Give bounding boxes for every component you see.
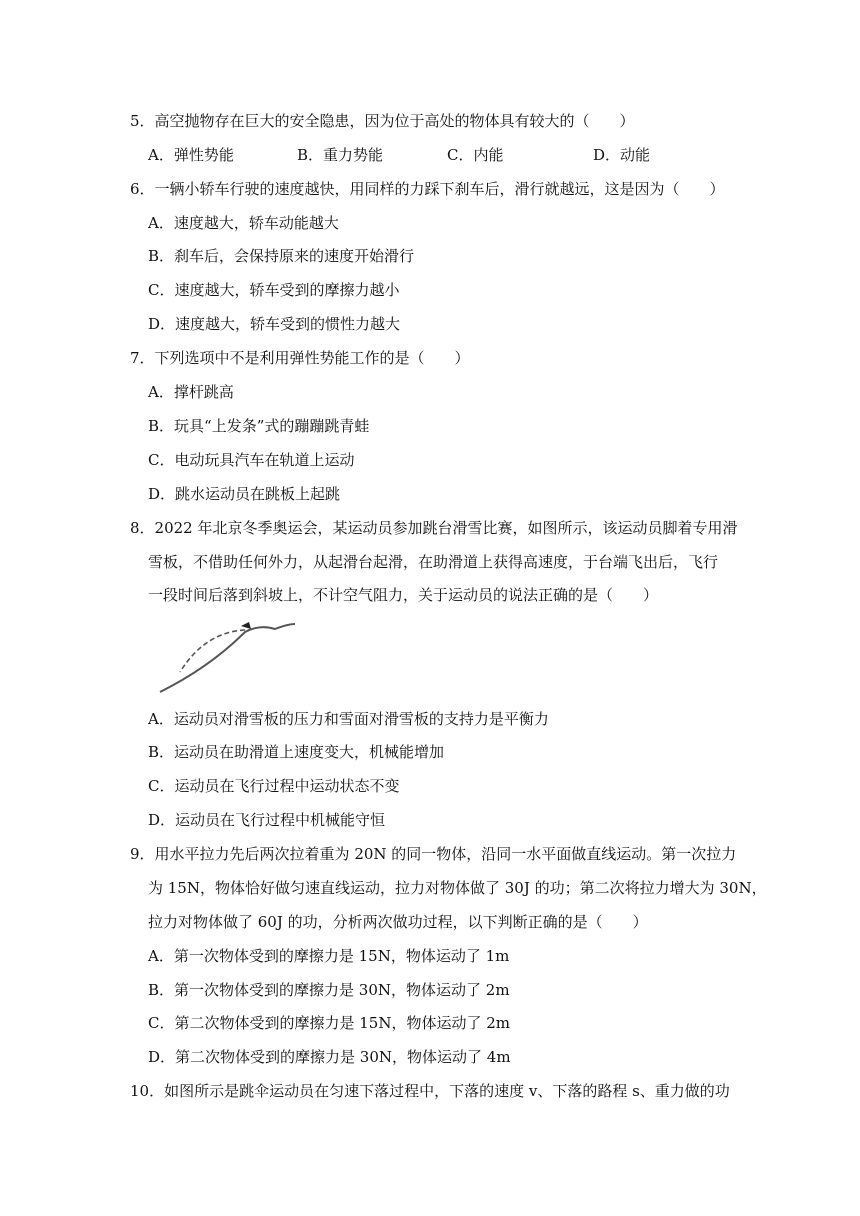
question-9-option-b[interactable]: B．第一次物体受到的摩擦力是 30N，物体运动了 2m — [148, 981, 510, 999]
question-8-stem-line-3: 一段时间后落到斜坡上，不计空气阻力，关于运动员的说法正确的是（ ） — [148, 586, 659, 604]
ski-jump-figure — [150, 612, 310, 702]
jumper-marker — [241, 622, 251, 629]
slope-line — [160, 624, 295, 692]
question-7-stem: 7．下列选项中不是利用弹性势能工作的是（ ） — [130, 349, 470, 367]
question-8-stem-line-2: 雪板，不借助任何外力，从起滑台起滑，在助滑道上获得高速度，于台端飞出后，飞行 — [148, 553, 719, 571]
question-7-option-a[interactable]: A．撑杆跳高 — [148, 383, 234, 401]
question-9-option-d[interactable]: D．第二次物体受到的摩擦力是 30N，物体运动了 4m — [148, 1048, 511, 1066]
question-6-option-a[interactable]: A．速度越大，轿车动能越大 — [148, 214, 339, 232]
question-9-stem-line-1: 9．用水平拉力先后两次拉着重为 20N 的同一物体，沿同一水平面做直线运动。第一次拉力 — [130, 845, 737, 863]
question-8-stem-line-1: 8．2022 年北京冬季奥运会，某运动员参加跳台滑雪比赛，如图所示，该运动员脚着专用滑 — [130, 519, 738, 537]
question-7-option-b[interactable]: B．玩具“上发条”式的蹦蹦跳青蛙 — [148, 417, 370, 435]
question-5-option-d[interactable]: D．动能 — [593, 146, 651, 164]
question-9-option-c[interactable]: C．第二次物体受到的摩擦力是 15N，物体运动了 2m — [148, 1014, 510, 1032]
question-8-option-a[interactable]: A．运动员对滑雪板的压力和雪面对滑雪板的支持力是平衡力 — [148, 710, 549, 728]
question-8-option-b[interactable]: B．运动员在助滑道上速度变大，机械能增加 — [148, 743, 445, 761]
question-8-option-c[interactable]: C．运动员在飞行过程中运动状态不变 — [148, 777, 400, 795]
question-6-option-b[interactable]: B．刹车后，会保持原来的速度开始滑行 — [148, 247, 415, 265]
question-6-option-c[interactable]: C．速度越大，轿车受到的摩擦力越小 — [148, 281, 400, 299]
question-6-option-d[interactable]: D．速度越大，轿车受到的惯性力越大 — [148, 315, 401, 333]
question-6-stem: 6．一辆小轿车行驶的速度越快，用同样的力踩下刹车后，滑行就越远，这是因为（ ） — [130, 180, 725, 198]
question-7-option-d[interactable]: D．跳水运动员在跳板上起跳 — [148, 485, 341, 503]
question-5-option-a[interactable]: A．弹性势能 — [148, 146, 234, 164]
question-9-option-a[interactable]: A．第一次物体受到的摩擦力是 15N，物体运动了 1m — [148, 947, 510, 965]
question-5-option-c[interactable]: C．内能 — [447, 146, 504, 164]
question-9-stem-line-2: 为 15N，物体恰好做匀速直线运动，拉力对物体做了 30J 的功；第二次将拉力增大为 30N， — [148, 879, 767, 897]
question-8-option-d[interactable]: D．运动员在飞行过程中机械能守恒 — [148, 811, 386, 829]
question-5-stem: 5．高空抛物存在巨大的安全隐患，因为位于高处的物体具有较大的（ ） — [130, 112, 635, 130]
question-7-option-c[interactable]: C．电动玩具汽车在轨道上运动 — [148, 451, 355, 469]
question-5-option-b[interactable]: B．重力势能 — [297, 146, 384, 164]
flight-trajectory-dashed — [180, 630, 245, 672]
question-9-stem-line-3: 拉力对物体做了 60J 的功，分析两次做功过程，以下判断正确的是（ ） — [148, 913, 648, 931]
question-10-stem: 10．如图所示是跳伞运动员在匀速下落过程中，下落的速度 v、下落的路程 s、重力做的功 — [130, 1082, 730, 1100]
